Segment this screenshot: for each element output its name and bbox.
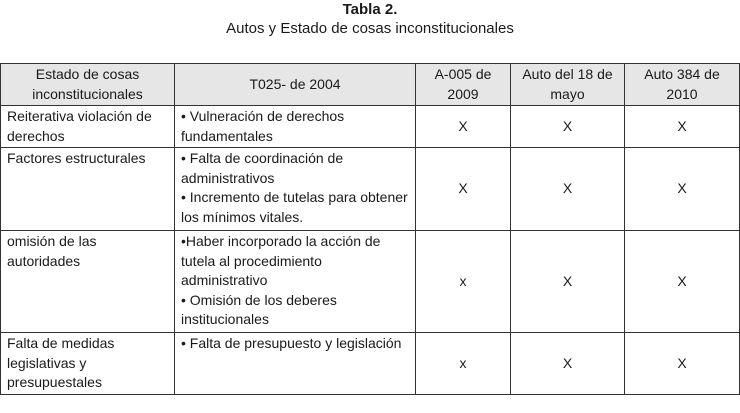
- table-row: [1, 106, 740, 148]
- header-row: [1, 64, 740, 106]
- row-state: Factores estructurales: [1, 148, 175, 231]
- row-item: •Haber incorporado la acción de tutela al procedimiento administrativo: [181, 233, 381, 288]
- header-auto-384: Auto 384 de 2010: [625, 64, 740, 106]
- mark-auto-18-mayo: X: [511, 231, 625, 333]
- table-number: Tabla 2.: [342, 1, 398, 18]
- mark-auto-18-mayo: X: [511, 106, 625, 148]
- mark-auto-384: X: [625, 333, 740, 395]
- row-items: [175, 106, 416, 148]
- row-state: Reiterativa violación de derechos: [1, 106, 175, 148]
- mark-auto-18-mayo: X: [511, 148, 625, 231]
- mark-auto-18-mayo: X: [511, 333, 625, 395]
- header-auto-18-mayo: Auto del 18 de mayo: [511, 64, 625, 106]
- header-a005: A-005 de 2009: [416, 64, 511, 106]
- data-table: [0, 63, 740, 395]
- row-item: • Omisión de los deberes institucionales: [181, 291, 337, 327]
- row-state: Falta de medidas legislativas y presupuestales: [1, 333, 175, 395]
- row-item: • Incremento de tutelas para obtener los mínimos vitales.: [181, 189, 408, 225]
- table-title: Autos y Estado de cosas inconstitucionales: [226, 20, 514, 37]
- row-item: • Falta de presupuesto y legislación: [181, 335, 402, 351]
- mark-a005: X: [416, 148, 511, 231]
- table-row: [1, 148, 740, 231]
- table-row: [1, 333, 740, 395]
- mark-a005: x: [416, 333, 511, 395]
- mark-auto-384: X: [625, 106, 740, 148]
- mark-auto-384: X: [625, 231, 740, 333]
- row-item: • Falta de coordinación de administrativos: [181, 150, 344, 186]
- row-item: • Vulneración de derechos fundamentales: [181, 108, 345, 144]
- row-items: [175, 333, 416, 395]
- table-row: [1, 231, 740, 333]
- mark-a005: x: [416, 231, 511, 333]
- row-items: [175, 148, 416, 231]
- row-state: omisión de las autoridades: [1, 231, 175, 333]
- mark-a005: X: [416, 106, 511, 148]
- header-estado: Estado de cosas inconstitucionales: [1, 64, 175, 106]
- header-t025: T025- de 2004: [175, 64, 416, 106]
- mark-auto-384: X: [625, 148, 740, 231]
- row-items: [175, 231, 416, 333]
